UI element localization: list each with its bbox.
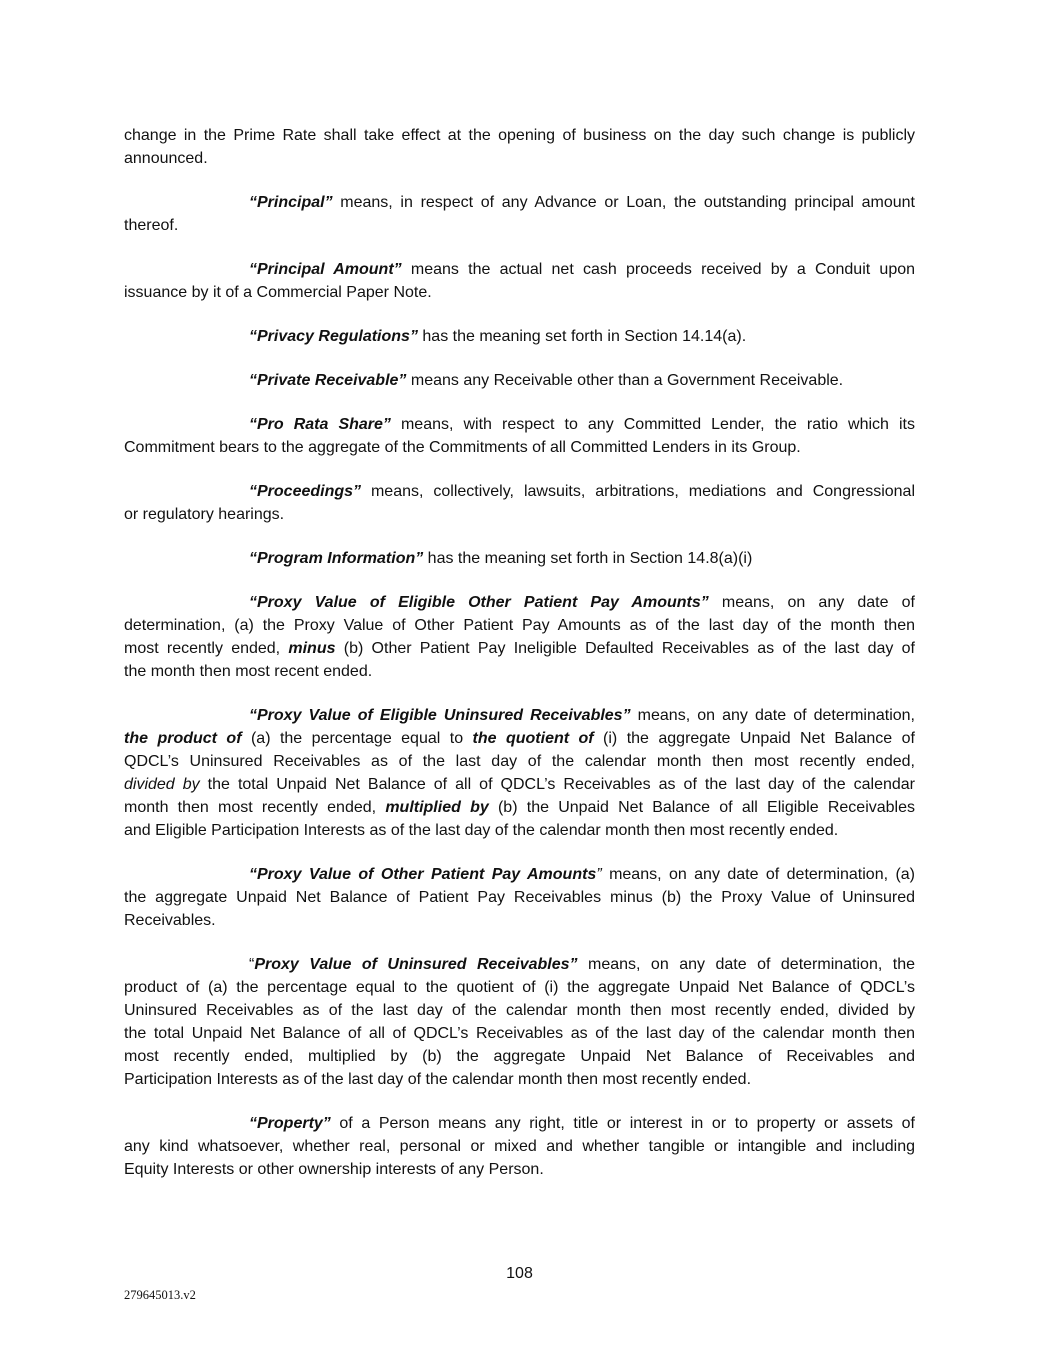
text-line [124,124,915,147]
text-line [124,191,915,214]
body-text: the total Unpaid Net Balance of all of QDCL’s Receivables as of the last day of the calendar [199,776,916,793]
text-line [124,976,915,999]
text-line [124,796,915,819]
text-line [124,147,915,170]
body-text: means, on any date of [708,594,915,611]
definition-proxy-value-other-patient-pay [124,863,915,932]
text-line [124,281,915,304]
body-text: product of (a) the percentage equal to the quotient of (i) the aggregate Unpaid Net Balance of QDCL’s [124,979,915,996]
body-text: Participation Interests as of the last day of the calendar month then most recently ended. [124,1071,752,1088]
closing-quote: ” [596,866,602,883]
body-text: the month then most recent ended. [124,663,373,680]
body-text: means, on any date of determination, (a) [601,866,915,883]
defined-term: “Program Information” [249,550,424,567]
page-number: 108 [506,1265,533,1282]
emphasis-text: multiplied by [385,799,489,816]
text-line [124,413,915,436]
defined-term: “Private Receivable” [249,372,407,389]
text-line [124,1112,915,1135]
defined-term: “Principal” [249,194,333,211]
definition-proxy-value-uninsured [124,953,915,1091]
text-line [124,704,915,727]
body-text: (b) the Unpaid Net Balance of all Eligible Receivables [488,799,916,816]
body-text: and Eligible Participation Interests as of the last day of the calendar month then most recently ended. [124,822,839,839]
body-text: has the meaning set forth in Section 14.14(a). [417,328,747,345]
body-text: means, on any date of determination, the [577,956,916,973]
text-line [124,480,915,503]
definition-proxy-value-eligible-uninsured [124,704,915,842]
definition-pro-rata-share [124,413,915,459]
body-text: any kind whatsoever, whether real, personal or mixed and whether tangible or intangible and including [124,1138,915,1155]
text-line [124,750,915,773]
text-line [124,819,915,842]
text-line [124,727,915,750]
body-text: means any Receivable other than a Government Receivable. [406,372,844,389]
body-text: month then most recently ended, [124,799,386,816]
body-text: means, with respect to any Committed Lender, the ratio which its [390,416,915,433]
emphasis-text: divided by [124,776,200,793]
body-text: or regulatory hearings. [124,506,285,523]
text-line [124,591,915,614]
body-text: QDCL’s Uninsured Receivables as of the last day of the calendar month then most recently ended, [124,753,915,770]
body-text: means, collectively, lawsuits, arbitrations, mediations and Congressional [361,483,915,500]
body-text: thereof. [124,217,179,234]
text-line [124,1022,915,1045]
text-line [124,503,915,526]
text-line [124,1045,915,1068]
definition-program-information [124,547,915,570]
body-text: of a Person means any right, title or interest in or to property or assets of [330,1115,915,1132]
text-line [124,258,915,281]
text-line [124,436,915,459]
body-text: Uninsured Receivables as of the last day of the calendar month then most recently ended, divided by [124,1002,915,1019]
body-text: has the meaning set forth in Section 14.8(a)(i) [423,550,753,567]
text-line [124,614,915,637]
text-line [124,660,915,683]
text-line [124,999,915,1022]
text-line [124,953,915,976]
defined-term: “Proxy Value of Eligible Uninsured Receivables” [249,707,631,724]
text-line [124,1158,915,1181]
body-text: issuance by it of a Commercial Paper Note. [124,284,432,301]
defined-term: “Property” [249,1115,331,1132]
defined-term: “Proceedings” [249,483,362,500]
text-line [124,325,915,348]
emphasis-text: the product of [124,730,242,747]
document-id: 279645013.v2 [124,1288,196,1302]
text-line [124,1068,915,1091]
page-body [124,124,915,1202]
defined-term: Proxy Value of Uninsured Receivables” [254,956,578,973]
text-line [124,886,915,909]
body-text: (b) Other Patient Pay Ineligible Defaulted Receivables as of the last day of [335,640,915,657]
defined-term: “Privacy Regulations” [249,328,418,345]
defined-term: “Pro Rata Share” [249,416,391,433]
text-line [124,1135,915,1158]
definition-proxy-value-eligible-other-patient-pay [124,591,915,683]
definition-proceedings [124,480,915,526]
body-text: means, on any date of determination, [630,707,916,724]
defined-term: “Proxy Value of Other Patient Pay Amounts [249,866,597,883]
body-text: most recently ended, multiplied by (b) the aggregate Unpaid Net Balance of Receivables and [124,1048,915,1065]
body-text: Commitment bears to the aggregate of the Commitments of all Committed Lenders in its Group. [124,439,801,456]
body-text: Equity Interests or other ownership interests of any Person. [124,1161,544,1178]
emphasis-text: the quotient of [472,730,594,747]
text-line [124,637,915,660]
body-text: determination, (a) the Proxy Value of Other Patient Pay Amounts as of the last day of the month then [124,617,915,634]
body-text: (i) the aggregate Unpaid Net Balance of [593,730,915,747]
text-line [124,369,915,392]
text-line [124,773,915,796]
body-text: means the actual net cash proceeds received by a Conduit upon [401,261,916,278]
opening-quote: “ [249,956,255,973]
text-line [124,909,915,932]
definition-private-receivable [124,369,915,392]
text-line [124,214,915,237]
body-text: Receivables. [124,912,216,929]
body-text: means, in respect of any Advance or Loan, the outstanding principal amount [332,194,915,211]
definition-privacy-regulations [124,325,915,348]
text-line [124,547,915,570]
defined-term: “Principal Amount” [249,261,402,278]
definition-property [124,1112,915,1181]
body-text: the total Unpaid Net Balance of all of QDCL’s Receivables as of the last day of the calendar month then [124,1025,915,1042]
body-text: the aggregate Unpaid Net Balance of Patient Pay Receivables minus (b) the Proxy Value of Uninsured [124,889,915,906]
body-text: announced. [124,150,208,167]
emphasis-text: minus [288,640,336,657]
text-line [124,863,915,886]
body-text: (a) the percentage equal to [241,730,473,747]
definition-principal [124,191,915,237]
paragraph-prime-rate-continuation [124,124,915,170]
defined-term: “Proxy Value of Eligible Other Patient Pay Amounts” [249,594,709,611]
definition-principal-amount [124,258,915,304]
body-text: most recently ended, [124,640,289,657]
body-text: change in the Prime Rate shall take effect at the opening of business on the day such change is publicly [124,127,915,144]
